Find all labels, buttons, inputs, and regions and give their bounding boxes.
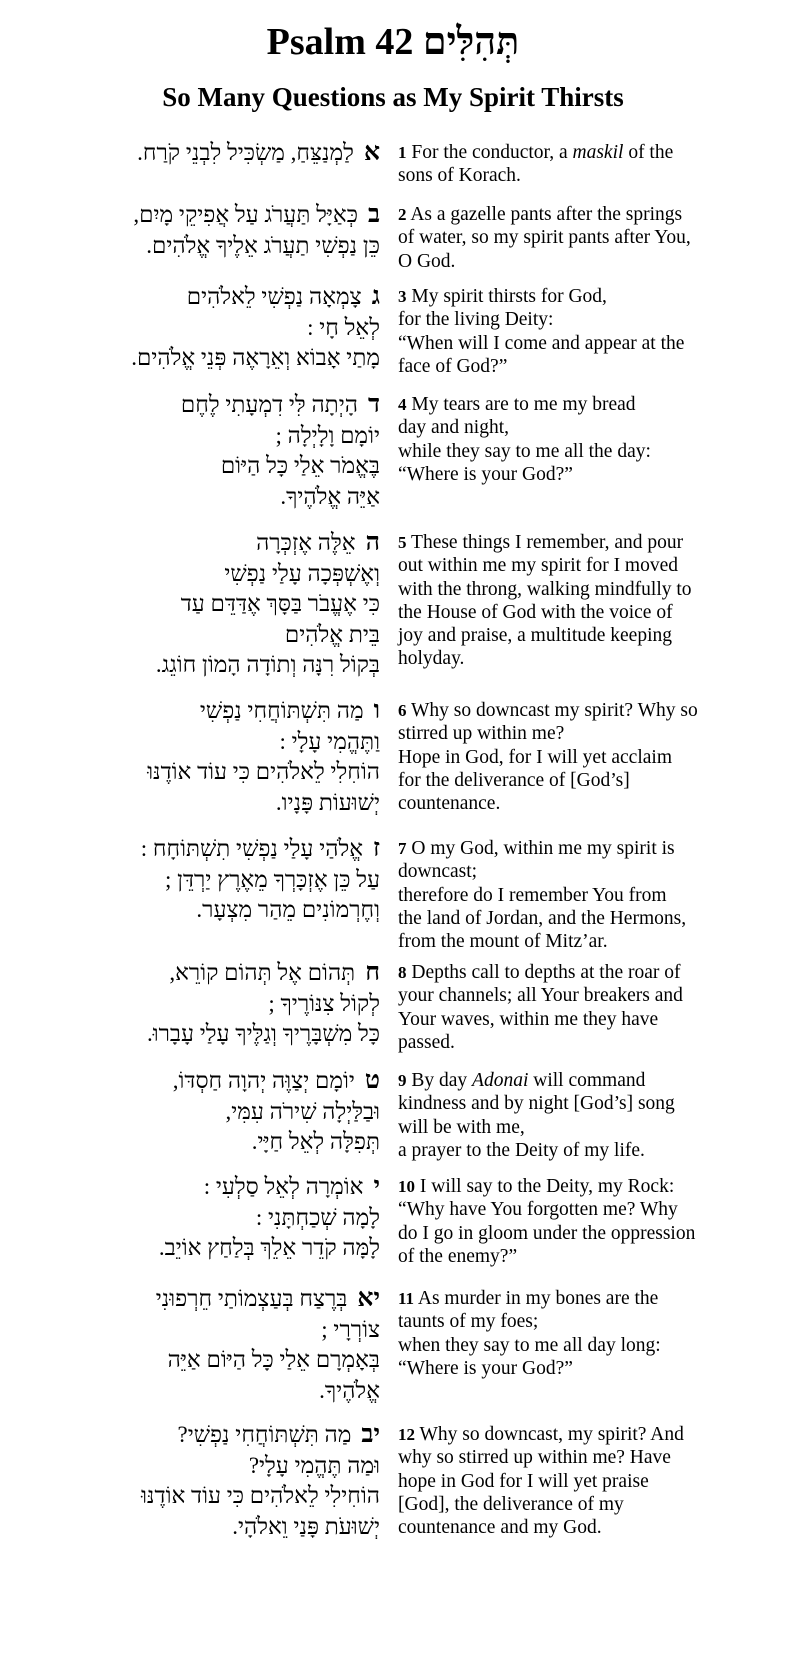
hebrew-line bbox=[22, 865, 380, 896]
hebrew-verse-number: ח bbox=[365, 959, 380, 986]
english-line-text: hope in God for I will yet praise bbox=[398, 1470, 649, 1492]
hebrew-line-text: מַה תִּשְׁתּוֹחֲחִי נַפְשִׁי? bbox=[177, 1422, 352, 1447]
english-line-text: your channels; all Your breakers and bbox=[398, 985, 683, 1007]
hebrew-line-text: יְשׁוּעֹת פָּנַי וֵאלֹהָי. bbox=[232, 1513, 380, 1539]
title-english: Psalm 42 bbox=[266, 21, 414, 63]
english-line bbox=[398, 907, 770, 930]
hebrew-verse bbox=[22, 200, 380, 261]
english-line bbox=[398, 1008, 770, 1031]
hebrew-line-text: עַל כֵּן אֶזְכָּרְךָ מֵאֶרֶץ יַרְדֵּן ; bbox=[164, 866, 380, 892]
hebrew-line-text: בְּאָמְרָם אֵלַי כָּל הַיּוֹם אַיֵּה bbox=[167, 1347, 380, 1372]
hebrew-line-text: אֱלֹהֶיךָ. bbox=[319, 1377, 380, 1403]
hebrew-verse-number: ו bbox=[373, 697, 380, 724]
hebrew-line bbox=[22, 1420, 380, 1451]
english-line-text: sons of Korach. bbox=[398, 165, 521, 187]
hebrew-line bbox=[22, 895, 380, 926]
english-line bbox=[398, 1198, 770, 1221]
english-line bbox=[398, 722, 770, 745]
english-line-text: As murder in my bones are the bbox=[417, 1288, 659, 1309]
english-line-text: “Where is your God?” bbox=[398, 1357, 573, 1379]
english-line-text: Depths call to depths at the roar of bbox=[411, 962, 681, 983]
hebrew-line bbox=[22, 1203, 380, 1234]
english-line bbox=[398, 1357, 770, 1380]
english-line-text: kindness and by night [God’s] song bbox=[398, 1093, 675, 1115]
english-line-text: Your waves, within me they have bbox=[398, 1008, 659, 1030]
hebrew-line bbox=[22, 1127, 380, 1158]
english-line bbox=[398, 930, 770, 953]
english-line bbox=[398, 699, 770, 722]
english-line bbox=[398, 308, 770, 331]
hebrew-verse-number: ד bbox=[367, 391, 380, 418]
english-line bbox=[398, 1069, 770, 1092]
hebrew-verse bbox=[22, 1066, 380, 1158]
page-subtitle: So Many Questions as My Spirit Thirsts bbox=[162, 82, 624, 112]
english-verse bbox=[398, 531, 770, 671]
english-line-text: My tears are to me my bread bbox=[411, 394, 636, 415]
hebrew-line bbox=[22, 696, 380, 727]
hebrew-line-text: יְשׁוּעוֹת פָּנָיו. bbox=[275, 789, 380, 815]
hebrew-line-text: הָיְתָה לִּי דִמְעָתִי לֶחֶם bbox=[180, 392, 358, 417]
hebrew-line bbox=[22, 282, 380, 313]
hebrew-line bbox=[22, 451, 380, 482]
english-line bbox=[398, 1493, 770, 1516]
hebrew-line-text: לְקוֹל צִנּוֹרֶיךָ ; bbox=[268, 990, 380, 1016]
hebrew-line-text: אַיֵּה אֱלֹהֶיךָ. bbox=[280, 483, 380, 509]
hebrew-verse bbox=[22, 138, 380, 169]
english-verse-number: 6 bbox=[398, 701, 407, 720]
hebrew-verse-number: ג bbox=[371, 283, 380, 310]
hebrew-verse bbox=[22, 696, 380, 818]
hebrew-line-text: וּמַה תֶּהֱמִי עָלָי? bbox=[248, 1452, 380, 1478]
english-line bbox=[398, 746, 770, 769]
english-line bbox=[398, 250, 770, 273]
hebrew-line bbox=[22, 138, 380, 169]
english-line bbox=[398, 1446, 770, 1469]
english-line-text: of the enemy?” bbox=[398, 1245, 518, 1267]
hebrew-verse bbox=[22, 282, 380, 374]
hebrew-verse-number: יא bbox=[357, 1285, 380, 1312]
english-verse bbox=[398, 1287, 770, 1380]
english-verse-number: 5 bbox=[398, 533, 407, 552]
english-line bbox=[398, 984, 770, 1007]
hebrew-line-text: וּבַלַּיְלָה שִׁירֹה עִמִּי, bbox=[225, 1098, 380, 1124]
english-verse-number: 9 bbox=[398, 1071, 407, 1090]
hebrew-verse-number: ב bbox=[367, 201, 380, 228]
english-line-text: why so stirred up within me? Have bbox=[398, 1447, 671, 1469]
hebrew-line bbox=[22, 1066, 380, 1097]
english-line-text: the House of God with the voice of bbox=[398, 601, 673, 623]
hebrew-line-text: אֱלֹהַי עָלַי נַפְשִׁי תִשְׁתּוֹחָח : bbox=[140, 836, 364, 861]
english-line-text: taunts of my foes; bbox=[398, 1311, 539, 1333]
english-line bbox=[398, 1116, 770, 1139]
hebrew-line bbox=[22, 1097, 380, 1128]
hebrew-line bbox=[22, 727, 380, 758]
english-line bbox=[398, 1222, 770, 1245]
english-line-text: stirred up within me? bbox=[398, 723, 565, 745]
english-line-text: a prayer to the Deity of my life. bbox=[398, 1139, 645, 1161]
english-line-text: while they say to me all the day: bbox=[398, 440, 651, 462]
english-line-text: with the throng, walking mindfully to bbox=[398, 578, 692, 600]
hebrew-line-text: מַה תִּשְׁתּוֹחֲחִי נַפְשִׁי bbox=[199, 698, 364, 723]
english-line-text: These things I remember, and pour bbox=[411, 532, 684, 553]
english-line-text: day and night, bbox=[398, 417, 510, 439]
english-verse-number: 4 bbox=[398, 395, 407, 414]
hebrew-line-text: תְּהוֹם אֶל תְּהוֹם קוֹרֵא, bbox=[169, 960, 356, 985]
hebrew-line bbox=[22, 620, 380, 651]
hebrew-verse bbox=[22, 528, 380, 681]
english-line bbox=[398, 769, 770, 792]
hebrew-line bbox=[22, 1376, 380, 1407]
hebrew-line-text: לָמָה שְׁכַחְתָּנִי : bbox=[255, 1204, 380, 1230]
english-verse-number: 8 bbox=[398, 963, 407, 982]
title-hebrew: תְּהִלִּים bbox=[422, 21, 520, 63]
english-line-text: from the mount of Mitz’ar. bbox=[398, 931, 608, 953]
hebrew-verse bbox=[22, 1420, 380, 1542]
hebrew-line bbox=[22, 788, 380, 819]
hebrew-line-text: צוֹרְרָי ; bbox=[321, 1316, 380, 1342]
english-verse bbox=[398, 1423, 770, 1539]
english-line bbox=[398, 141, 770, 164]
english-line bbox=[398, 884, 770, 907]
hebrew-line bbox=[22, 1172, 380, 1203]
english-line-text: when they say to me all day long: bbox=[398, 1334, 661, 1356]
english-verse bbox=[398, 141, 770, 188]
english-verse bbox=[398, 285, 770, 378]
hebrew-line bbox=[22, 343, 380, 374]
english-line-text: do I go in gloom under the oppression bbox=[398, 1222, 696, 1244]
english-line bbox=[398, 203, 770, 226]
hebrew-line bbox=[22, 958, 380, 989]
hebrew-line-text: וַתֶּהֱמִי עָלָי : bbox=[279, 728, 380, 754]
hebrew-verse bbox=[22, 1172, 380, 1264]
hebrew-line-text: בֶּאֱמֹר אֵלַי כָּל הַיּוֹם bbox=[220, 453, 380, 478]
hebrew-line bbox=[22, 1451, 380, 1482]
english-line-text: of water, so my spirit pants after You, bbox=[398, 227, 691, 249]
hebrew-line-text: הוֹחִילִי לֵאלֹהִים כִּי עוֹד אוֹדֶנּוּ bbox=[141, 1483, 380, 1508]
english-line-text: the land of Jordan, and the Hermons, bbox=[398, 907, 687, 929]
english-line-text: O God. bbox=[398, 250, 456, 272]
english-verse-number: 10 bbox=[398, 1177, 415, 1196]
hebrew-verse-number: ה bbox=[365, 529, 380, 556]
hebrew-line-text: בֵּית אֱלֹהִים bbox=[284, 621, 380, 647]
hebrew-verse-number: ז bbox=[373, 835, 380, 862]
hebrew-line bbox=[22, 421, 380, 452]
hebrew-line-text: אֵלֶּה אֶזְכְּרָה bbox=[256, 530, 356, 555]
english-line-text: downcast; bbox=[398, 861, 478, 883]
english-line bbox=[398, 164, 770, 187]
english-line-text: As a gazelle pants after the springs bbox=[410, 204, 683, 225]
hebrew-line bbox=[22, 834, 380, 865]
hebrew-verse-number: י bbox=[373, 1173, 380, 1200]
hebrew-line-text: צָמְאָה נַפְשִׁי לֵאלֹהִים bbox=[186, 284, 362, 309]
hebrew-verse-number: א bbox=[363, 139, 380, 166]
hebrew-line bbox=[22, 1315, 380, 1346]
english-line bbox=[398, 285, 770, 308]
english-line bbox=[398, 1287, 770, 1310]
english-line bbox=[398, 1245, 770, 1268]
english-verse-number: 11 bbox=[398, 1289, 415, 1308]
hebrew-verse-number: ט bbox=[364, 1067, 380, 1094]
hebrew-line bbox=[22, 589, 380, 620]
english-line bbox=[398, 463, 770, 486]
english-verse bbox=[398, 203, 770, 273]
hebrew-line bbox=[22, 1233, 380, 1264]
hebrew-verse-number: יב bbox=[361, 1421, 380, 1448]
english-line-text: holyday. bbox=[398, 648, 465, 670]
hebrew-verse bbox=[22, 834, 380, 926]
english-line-text: Why so downcast my spirit? Why so bbox=[411, 700, 698, 721]
english-line-text: For the conductor, a maskil of the bbox=[411, 142, 674, 163]
english-verse bbox=[398, 1175, 770, 1268]
english-line-text: [God], the deliverance of my bbox=[398, 1493, 624, 1515]
hebrew-line bbox=[22, 757, 380, 788]
hebrew-line-text: לָמָּה קֹדֵר אֵלֵךְ בְּלַחַץ אוֹיֵב. bbox=[158, 1235, 380, 1260]
english-line bbox=[398, 440, 770, 463]
english-line bbox=[398, 860, 770, 883]
hebrew-line bbox=[22, 1284, 380, 1315]
english-line-text: “Why have You forgotten me? Why bbox=[398, 1199, 678, 1221]
hebrew-line bbox=[22, 1481, 380, 1512]
english-line bbox=[398, 601, 770, 624]
english-line bbox=[398, 1516, 770, 1539]
hebrew-line-text: אוֹמְרָה לְאֵל סַלְעִי : bbox=[203, 1174, 364, 1199]
english-line-text: Why so downcast, my spirit? And bbox=[419, 1424, 684, 1445]
english-line-text: therefore do I remember You from bbox=[398, 884, 667, 906]
english-line bbox=[398, 332, 770, 355]
hebrew-line bbox=[22, 559, 380, 590]
hebrew-line-text: כֵּן נַפְשִׁי תַעֲרֹג אֵלֶיךָ אֱלֹהִים. bbox=[146, 232, 380, 258]
english-line bbox=[398, 554, 770, 577]
english-line bbox=[398, 1031, 770, 1054]
english-line bbox=[398, 531, 770, 554]
hebrew-line-text: יוֹמָם יְצַוֶּה יְהוָה חַסְדּוֹ, bbox=[172, 1068, 355, 1093]
english-line bbox=[398, 226, 770, 249]
english-verse bbox=[398, 961, 770, 1054]
hebrew-line bbox=[22, 313, 380, 344]
english-line bbox=[398, 1175, 770, 1198]
hebrew-line-text: כִּי אֶעֱבֹר בַּסָּךְ אֶדַּדֵּם עַד bbox=[180, 591, 380, 616]
english-line-text: “When will I come and appear at the bbox=[398, 332, 685, 354]
page-title bbox=[0, 18, 786, 66]
english-line-text: My spirit thirsts for God, bbox=[411, 286, 607, 307]
english-line bbox=[398, 355, 770, 378]
hebrew-line-text: יוֹמָם וָלָיְלָה ; bbox=[275, 422, 380, 448]
hebrew-line-text: תְּפִלָּה לְאֵל חַיָּי. bbox=[251, 1129, 380, 1154]
english-line bbox=[398, 1139, 770, 1162]
english-line bbox=[398, 578, 770, 601]
hebrew-line-text: בְּרֶצַח בְּעַצְמוֹתַי חֵרְפוּנִי bbox=[155, 1286, 348, 1311]
english-line-text: “Where is your God?” bbox=[398, 463, 573, 485]
english-verse-number: 1 bbox=[398, 143, 407, 162]
hebrew-line bbox=[22, 390, 380, 421]
hebrew-line bbox=[22, 1019, 380, 1050]
english-line-text: for the living Deity: bbox=[398, 309, 554, 331]
english-line bbox=[398, 393, 770, 416]
hebrew-line-text: לְאֵל חָי : bbox=[307, 314, 380, 340]
hebrew-line-text: בְּקוֹל רִנָּה וְתוֹדָה הָמוֹן חוֹגֵג. bbox=[155, 652, 380, 677]
english-verse bbox=[398, 1069, 770, 1162]
hebrew-line-text: כְּאַיָּל תַּעֲרֹג עַל אֲפִיקֵי מָיִם, bbox=[133, 202, 358, 227]
english-line bbox=[398, 1092, 770, 1115]
english-verse bbox=[398, 393, 770, 486]
english-verse bbox=[398, 699, 770, 815]
hebrew-verse bbox=[22, 390, 380, 512]
english-line bbox=[398, 1470, 770, 1493]
english-line-text: joy and praise, a multitude keeping bbox=[398, 625, 673, 647]
english-line-text: O my God, within me my spirit is bbox=[411, 838, 675, 859]
hebrew-line bbox=[22, 650, 380, 681]
english-verse-number: 3 bbox=[398, 287, 407, 306]
hebrew-line-text: וְחֶרְמוֹנִים מֵהַר מִצְעָר. bbox=[196, 897, 380, 922]
english-line-text: passed. bbox=[398, 1031, 455, 1053]
english-line bbox=[398, 837, 770, 860]
english-line bbox=[398, 416, 770, 439]
english-verse bbox=[398, 837, 770, 953]
english-line bbox=[398, 624, 770, 647]
hebrew-line-text: כָּל מִשְׁבָּרֶיךָ וְגַלֶּיךָ עָלַי עָבָרוּ. bbox=[146, 1021, 380, 1046]
hebrew-verse bbox=[22, 958, 380, 1050]
english-line bbox=[398, 1310, 770, 1333]
english-line-text: out within me my spirit for I moved bbox=[398, 555, 679, 577]
hebrew-verse bbox=[22, 1284, 380, 1406]
english-line bbox=[398, 1423, 770, 1446]
hebrew-line bbox=[22, 482, 380, 513]
english-line bbox=[398, 961, 770, 984]
english-line-text: Hope in God, for I will yet acclaim bbox=[398, 746, 672, 768]
hebrew-line bbox=[22, 231, 380, 262]
hebrew-line-text: לַמְנַצֵּחַ, מַשְׂכִּיל לִבְנֵי קֹרַח. bbox=[137, 140, 354, 165]
hebrew-line bbox=[22, 1345, 380, 1376]
hebrew-line bbox=[22, 528, 380, 559]
english-line-text: face of God?” bbox=[398, 355, 508, 377]
english-line-text: I will say to the Deity, my Rock: bbox=[419, 1176, 675, 1197]
english-line bbox=[398, 647, 770, 670]
english-line bbox=[398, 792, 770, 815]
hebrew-line-text: הוֹחִלִי לֵאלֹהִים כִּי עוֹד אוֹדֶנּוּ bbox=[147, 759, 380, 784]
english-verse-number: 12 bbox=[398, 1425, 415, 1444]
hebrew-line bbox=[22, 200, 380, 231]
english-line bbox=[398, 1334, 770, 1357]
english-line-text: will be with me, bbox=[398, 1116, 525, 1138]
english-line-text: By day Adonai will command bbox=[411, 1070, 646, 1091]
english-verse-number: 7 bbox=[398, 839, 407, 858]
english-line-text: countenance. bbox=[398, 793, 501, 815]
hebrew-line-text: מָתַי אָבוֹא וְאֵרָאֶה פְּנֵי אֱלֹהִים. bbox=[131, 345, 380, 370]
english-verse-number: 2 bbox=[398, 205, 407, 224]
hebrew-line-text: וְאֶשְׁפְּכָה עָלַי נַפְשִׁי bbox=[224, 560, 380, 586]
hebrew-line bbox=[22, 989, 380, 1020]
hebrew-line bbox=[22, 1512, 380, 1543]
english-line-text: for the deliverance of [God’s] bbox=[398, 769, 630, 791]
english-line-text: countenance and my God. bbox=[398, 1517, 602, 1539]
